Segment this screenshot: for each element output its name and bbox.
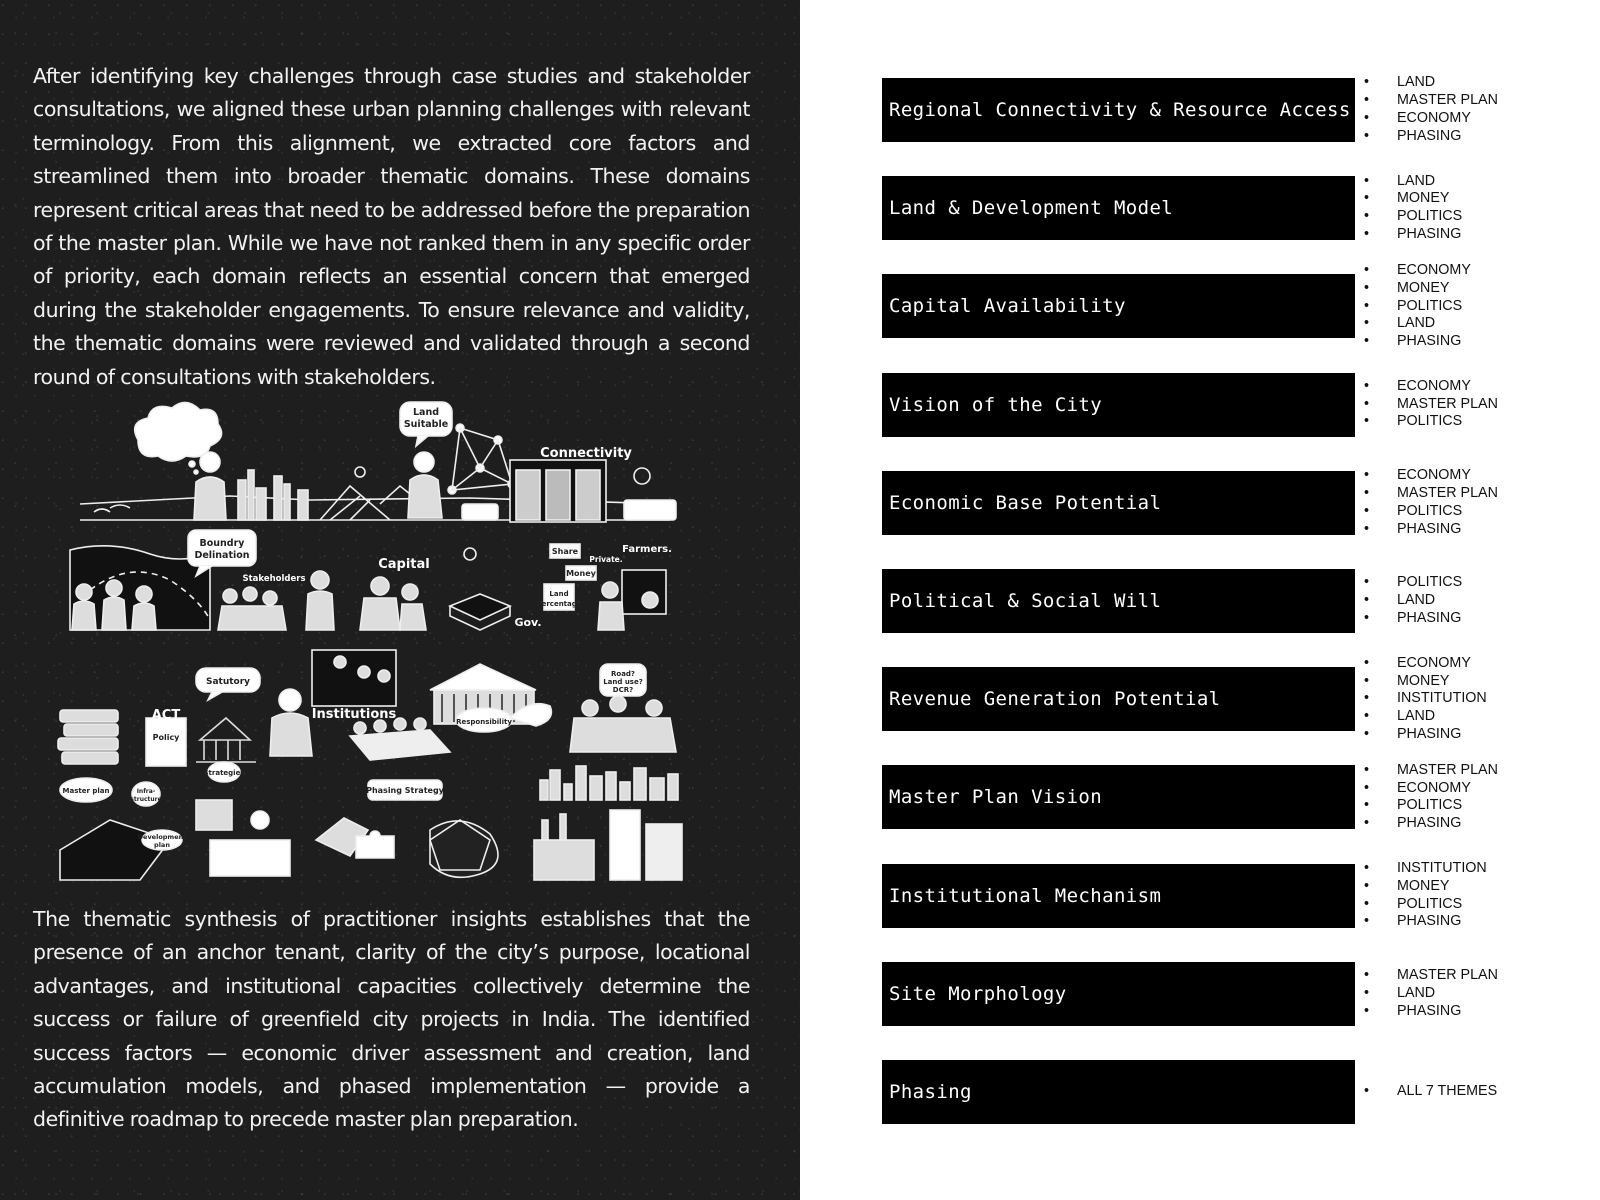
domain-tag: • INSTITUTION: [1364, 690, 1487, 708]
domain-tag: • ALL 7 THEMES: [1364, 1083, 1497, 1101]
domain-tags: [1364, 860, 1487, 930]
domain-tag: • ECONOMY: [1364, 262, 1471, 280]
domain-tags: [1364, 373, 1498, 437]
domain-tag: • POLITICS: [1364, 896, 1487, 914]
domain-tag: • MASTER PLAN: [1364, 967, 1498, 985]
institutions-meeting: [312, 650, 450, 760]
domain-tag: • LAND: [1364, 315, 1471, 333]
domain-row: [882, 74, 1582, 144]
domain-row: [882, 962, 1582, 1026]
planner-person: [194, 452, 226, 520]
domain-tag: • MONEY: [1364, 280, 1471, 298]
label-institutions: Institutions: [311, 707, 397, 722]
domain-tag: • PHASING: [1364, 913, 1487, 931]
label-private: Private.: [589, 555, 623, 564]
domain-label: Revenue Generation Potential: [882, 667, 1355, 731]
label-stakeholders: Stakeholders: [242, 574, 306, 584]
domain-tags: [1364, 172, 1463, 242]
conclusion-paragraph: The thematic synthesis of practitioner insights establishes that the presence of an anchor tenant, clarity of the city’s purpose, locational advantages, and institutional capacities collectively determine the success or failure of greenfield city projects in India. The identified success factors — economic driver assessment and creation, land accumulation models, and phased implementation — provide a definitive roadmap to precede master plan preparation.: [33, 907, 750, 1132]
domain-tag: • MASTER PLAN: [1364, 92, 1498, 110]
domain-tags: [1364, 1060, 1497, 1124]
domain-tag: • POLITICS: [1364, 797, 1498, 815]
books-stack: [58, 710, 118, 764]
domain-row: [882, 261, 1582, 350]
connectivity-scene: [462, 460, 676, 522]
domain-tags: [1364, 654, 1487, 742]
label-land: Land: [412, 407, 440, 418]
domain-tags: [1364, 569, 1462, 633]
label-road: Road?: [611, 670, 635, 678]
domain-tags: [1364, 962, 1498, 1026]
network-graph: [448, 424, 516, 494]
label-delination: Delination: [194, 550, 250, 561]
land-share-scene: [450, 544, 666, 630]
label-dcr: DCR?: [612, 686, 634, 694]
label-satutory: Satutory: [205, 677, 251, 687]
capital-scene: [306, 571, 426, 630]
domain-tag: • ECONOMY: [1364, 467, 1498, 485]
domain-row: [882, 569, 1582, 633]
domain-tag: • ECONOMY: [1364, 110, 1498, 128]
intro-paragraph: After identifying key challenges through case studies and stakeholder consultations, we aligned these urban planning challenges with relevant terminology. From this alignment, we extracted core factors and streamlined them into broader thematic domains. These domains represent critical areas that need to be addressed before the preparation of the master plan. While we have not ranked them in any specific order of priority, each domain reflects an essential concern that emerged during the stakeholder engagements. To ensure relevance and validity, the thematic domains were reviewed and validated through a second round of consultations with stakeholders.: [33, 64, 750, 389]
label-land-pct-2: Percentage: [536, 600, 582, 608]
domain-tag: • PHASING: [1364, 726, 1487, 744]
domain-tag: • INSTITUTION: [1364, 860, 1487, 878]
domain-tags: [1364, 761, 1498, 832]
city-skyline: [238, 470, 308, 520]
label-structure: structure: [130, 796, 162, 803]
master-plan-desk: [60, 762, 290, 880]
label-phasing-strategy: Phasing Strategy: [366, 786, 444, 795]
domain-row: [882, 654, 1582, 742]
domain-tag: • MASTER PLAN: [1364, 762, 1498, 780]
domain-tag: • PHASING: [1364, 1003, 1498, 1021]
domain-label: Land & Development Model: [882, 176, 1355, 240]
label-master-plan: Master plan: [62, 787, 110, 795]
domain-row: [882, 467, 1582, 537]
domain-tag: • POLITICS: [1364, 574, 1462, 592]
domain-label: Capital Availability: [882, 274, 1355, 338]
domain-row: [882, 373, 1582, 437]
domain-label: Phasing: [882, 1060, 1355, 1124]
domain-tag: • POLITICS: [1364, 503, 1498, 521]
domain-tag: • PHASING: [1364, 610, 1462, 628]
domain-tags: [1364, 74, 1498, 144]
label-act: ACT: [151, 708, 181, 723]
domain-tag: • LAND: [1364, 592, 1462, 610]
skyline-bottom: [540, 766, 678, 800]
domain-row: [882, 172, 1582, 242]
domain-tag: • ECONOMY: [1364, 655, 1487, 673]
label-land-use: Land use?: [603, 678, 643, 686]
domain-label: Economic Base Potential: [882, 471, 1355, 535]
domain-tag: • ECONOMY: [1364, 780, 1498, 798]
label-plan: plan: [154, 841, 170, 849]
domain-label: Vision of the City: [882, 373, 1355, 437]
label-responsibility: Responsibility: [456, 718, 512, 726]
domain-row: [882, 761, 1582, 832]
domain-label: Political & Social Will: [882, 569, 1355, 633]
domain-tag: • MASTER PLAN: [1364, 396, 1498, 414]
label-infra: Infra-: [136, 788, 156, 795]
domain-tag: • MONEY: [1364, 673, 1487, 691]
label-boundary: Boundry: [199, 538, 245, 549]
domain-tag: • PHASING: [1364, 128, 1498, 146]
label-land-pct-1: Land: [549, 590, 569, 598]
domain-tag: • MONEY: [1364, 878, 1487, 896]
analyst-person: [408, 452, 442, 518]
domain-tags: [1364, 467, 1498, 537]
domain-row: [882, 1060, 1582, 1124]
label-connectivity: Connectivity: [540, 446, 632, 461]
label-capital: Capital: [378, 557, 430, 572]
label-suitable: Suitable: [403, 419, 449, 430]
domain-label: Regional Connectivity & Resource Access: [882, 78, 1355, 142]
label-policy: Policy: [152, 733, 180, 742]
domain-tag: • PHASING: [1364, 226, 1462, 244]
domain-tag: • LAND: [1364, 708, 1487, 726]
domain-label: Institutional Mechanism: [882, 864, 1355, 928]
domain-tag: • ECONOMY: [1364, 378, 1498, 396]
domain-tag: • LAND: [1364, 173, 1462, 191]
label-money: Money: [566, 569, 596, 578]
domain-tag: • MASTER PLAN: [1364, 485, 1498, 503]
domain-tag: • PHASING: [1364, 521, 1498, 539]
domain-tag: • POLITICS: [1364, 208, 1462, 226]
domain-tag: • POLITICS: [1364, 413, 1498, 431]
label-strategies: Strategies: [203, 769, 245, 777]
domain-tag: • LAND: [1364, 985, 1498, 1003]
label-development: Development: [137, 833, 187, 841]
label-share: Share: [551, 547, 579, 556]
planning-illustration: [50, 400, 720, 896]
thematic-domains-list: [800, 0, 1600, 1200]
label-gov: Gov.: [514, 616, 542, 629]
official-person: [270, 689, 312, 756]
domain-tag: • PHASING: [1364, 815, 1498, 833]
domain-tags: [1364, 261, 1471, 350]
domain-label: Site Morphology: [882, 962, 1355, 1026]
domain-label: Master Plan Vision: [882, 765, 1355, 829]
domain-row: [882, 860, 1582, 930]
domain-tag: • PHASING: [1364, 333, 1471, 351]
domain-tag: • LAND: [1364, 74, 1498, 92]
industry-buildings: [534, 810, 682, 880]
domain-tag: • MONEY: [1364, 190, 1462, 208]
domain-tag: • POLITICS: [1364, 298, 1471, 316]
label-farmers: Farmers.: [622, 544, 672, 555]
